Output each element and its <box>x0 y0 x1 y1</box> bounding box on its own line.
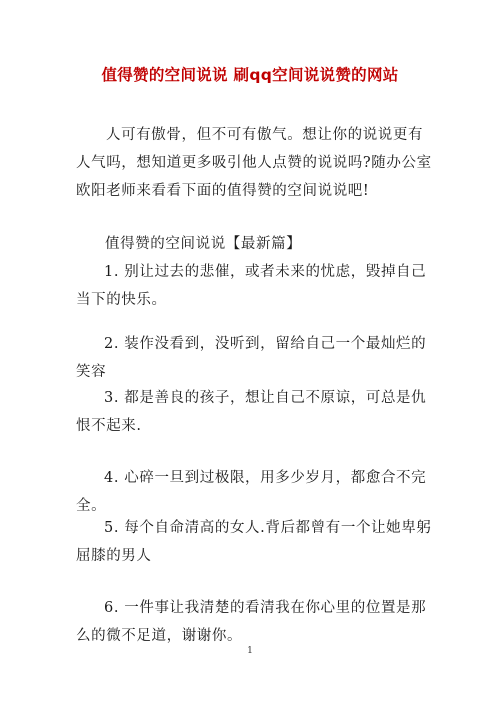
list-item: 3. 都是善良的孩子，想让自己不原谅，可总是仇恨不起来. <box>76 390 427 434</box>
list-item: 2. 装作没看到，没听到，留给自己一个最灿烂的笑容 <box>76 336 427 380</box>
list-item: 5. 每个自命清高的女人.背后都曾有一个让她卑躬屈膝的男人 <box>76 520 432 564</box>
list-item: 1. 别让过去的悲催，或者未来的忧虑，毁掉自己当下的快乐。 <box>76 264 427 308</box>
list-item: 4. 心碎一旦到过极限，用多少岁月，都愈合不完全。 <box>76 470 427 514</box>
document-title: 值得赞的空间说说 刷qq空间说说赞的网站 <box>101 66 399 84</box>
section-heading: 值得赞的空间说说【最新篇】 <box>105 236 302 252</box>
list-item: 6. 一件事让我清楚的看清我在你心里的位置是那么的微不足道，谢谢你。 <box>76 600 427 644</box>
page-number: 1 <box>247 646 253 656</box>
intro-paragraph: 人可有傲骨，但不可有傲气。想让你的说说更有人气吗，想知道更多吸引他人点赞的说说吗?随办公室欧阳老师来看看下面的值得赞的空间说说吧! <box>76 127 432 199</box>
